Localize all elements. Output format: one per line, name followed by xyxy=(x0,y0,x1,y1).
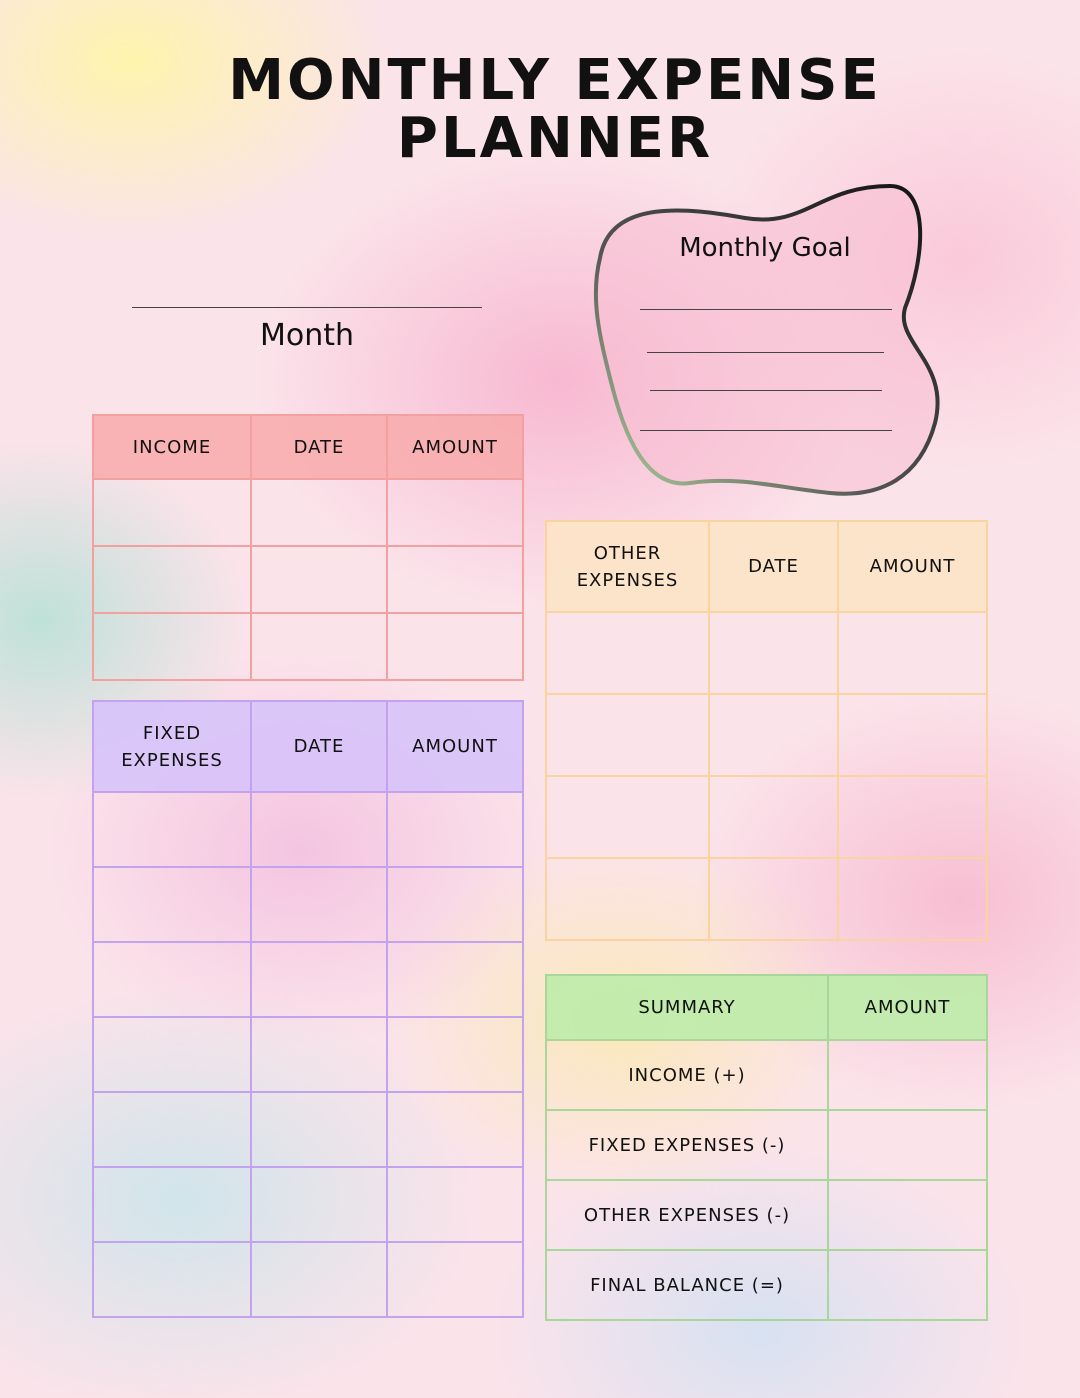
table-row xyxy=(93,546,523,613)
table-row xyxy=(546,1180,987,1250)
table-row xyxy=(93,479,523,546)
fixed-header-2: AMOUNT xyxy=(387,701,523,792)
summary-row-label: INCOME (+) xyxy=(546,1040,828,1110)
income-table xyxy=(92,414,524,681)
table-row xyxy=(546,612,987,694)
summary-row-label: FINAL BALANCE (=) xyxy=(546,1250,828,1320)
other-cell[interactable] xyxy=(546,694,709,776)
income-cell[interactable] xyxy=(251,613,387,680)
fixed-cell[interactable] xyxy=(387,867,523,942)
table-row xyxy=(546,858,987,940)
income-cell[interactable] xyxy=(387,613,523,680)
summary-cell[interactable] xyxy=(828,1180,987,1250)
other-cell[interactable] xyxy=(546,612,709,694)
table-row xyxy=(93,867,523,942)
income-header-0: INCOME xyxy=(93,415,251,479)
income-cell[interactable] xyxy=(93,613,251,680)
other-cell[interactable] xyxy=(838,612,987,694)
other-expenses-table xyxy=(545,520,988,941)
summary-table xyxy=(545,974,988,1321)
fixed-cell[interactable] xyxy=(93,1242,251,1317)
income-cell[interactable] xyxy=(387,546,523,613)
table-row xyxy=(93,792,523,867)
fixed-cell[interactable] xyxy=(251,1017,387,1092)
table-row xyxy=(93,1017,523,1092)
fixed-cell[interactable] xyxy=(251,792,387,867)
fixed-cell[interactable] xyxy=(251,1092,387,1167)
goal-line-4[interactable] xyxy=(640,430,892,431)
other-cell[interactable] xyxy=(546,858,709,940)
month-input-line[interactable] xyxy=(132,307,482,308)
fixed-header-0: FIXED EXPENSES xyxy=(93,701,251,792)
month-label: Month xyxy=(259,318,355,353)
page-title xyxy=(0,48,1080,171)
fixed-cell[interactable] xyxy=(251,942,387,1017)
income-cell[interactable] xyxy=(251,479,387,546)
fixed-cell[interactable] xyxy=(93,942,251,1017)
table-row xyxy=(546,776,987,858)
income-cell[interactable] xyxy=(93,479,251,546)
other-cell[interactable] xyxy=(838,858,987,940)
fixed-cell[interactable] xyxy=(93,1017,251,1092)
fixed-cell[interactable] xyxy=(387,1092,523,1167)
table-row xyxy=(93,1167,523,1242)
summary-cell[interactable] xyxy=(828,1110,987,1180)
other-cell[interactable] xyxy=(546,776,709,858)
table-row xyxy=(93,1242,523,1317)
other-header-2: AMOUNT xyxy=(838,521,987,612)
table-row xyxy=(93,613,523,680)
other-cell[interactable] xyxy=(838,694,987,776)
goal-line-2[interactable] xyxy=(647,352,884,353)
summary-row-label: OTHER EXPENSES (-) xyxy=(546,1180,828,1250)
income-header-2: AMOUNT xyxy=(387,415,523,479)
fixed-expenses-table xyxy=(92,700,524,1318)
fixed-cell[interactable] xyxy=(387,1017,523,1092)
other-header-0: OTHER EXPENSES xyxy=(546,521,709,612)
other-cell[interactable] xyxy=(709,776,838,858)
other-cell[interactable] xyxy=(709,694,838,776)
fixed-cell[interactable] xyxy=(387,1242,523,1317)
summary-cell[interactable] xyxy=(828,1250,987,1320)
fixed-cell[interactable] xyxy=(93,867,251,942)
table-row xyxy=(546,1250,987,1320)
income-cell[interactable] xyxy=(387,479,523,546)
fixed-cell[interactable] xyxy=(387,792,523,867)
fixed-cell[interactable] xyxy=(93,792,251,867)
goal-blob xyxy=(580,178,950,508)
fixed-cell[interactable] xyxy=(251,1242,387,1317)
other-cell[interactable] xyxy=(709,612,838,694)
fixed-header-1: DATE xyxy=(251,701,387,792)
fixed-cell[interactable] xyxy=(387,1167,523,1242)
fixed-cell[interactable] xyxy=(251,1167,387,1242)
table-row xyxy=(93,1092,523,1167)
goal-line-3[interactable] xyxy=(650,390,882,391)
fixed-cell[interactable] xyxy=(93,1092,251,1167)
table-row xyxy=(546,1110,987,1180)
summary-cell[interactable] xyxy=(828,1040,987,1110)
fixed-cell[interactable] xyxy=(387,942,523,1017)
other-cell[interactable] xyxy=(709,858,838,940)
income-header-1: DATE xyxy=(251,415,387,479)
fixed-cell[interactable] xyxy=(93,1167,251,1242)
goal-line-1[interactable] xyxy=(640,309,892,310)
other-cell[interactable] xyxy=(838,776,987,858)
title-line-1: MONTHLY EXPENSE xyxy=(228,48,882,113)
other-header-1: DATE xyxy=(709,521,838,612)
summary-row-label: FIXED EXPENSES (-) xyxy=(546,1110,828,1180)
table-row xyxy=(546,694,987,776)
summary-header-0: SUMMARY xyxy=(546,975,828,1040)
fixed-cell[interactable] xyxy=(251,867,387,942)
summary-header-1: AMOUNT xyxy=(828,975,987,1040)
table-row xyxy=(546,1040,987,1110)
table-row xyxy=(93,942,523,1017)
title-line-2: PLANNER xyxy=(396,106,714,171)
goal-label: Monthly Goal xyxy=(679,233,851,263)
income-cell[interactable] xyxy=(251,546,387,613)
income-cell[interactable] xyxy=(93,546,251,613)
